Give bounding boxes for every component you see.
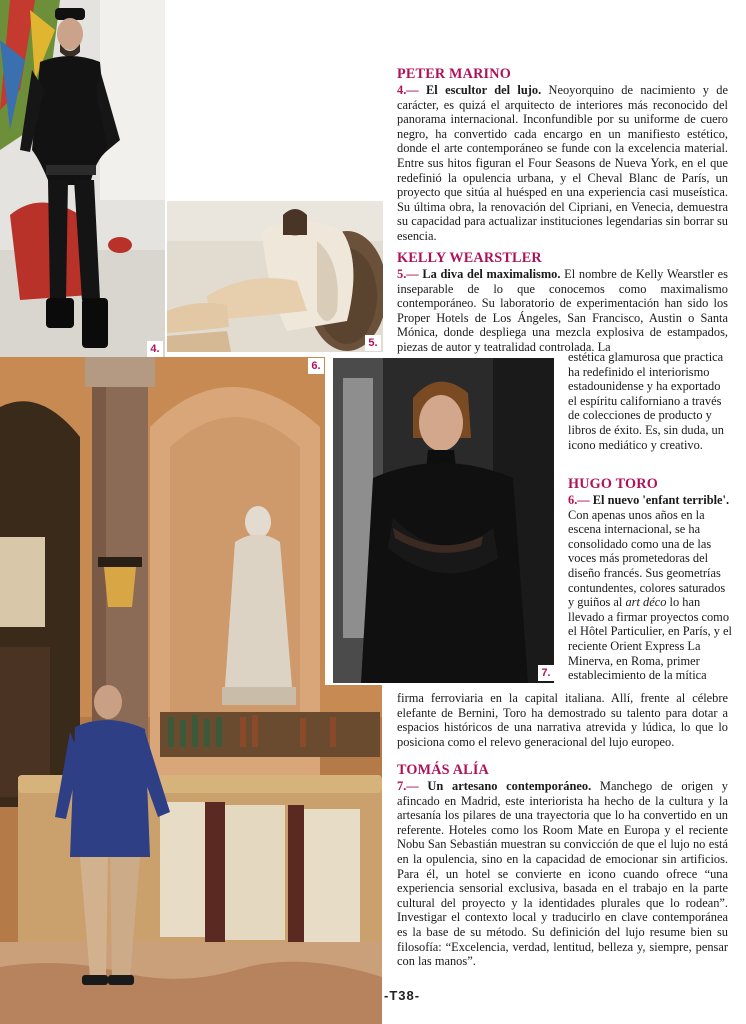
article-body: Manchego de origen y afincado en Madrid, este interiorista ha hecho de la cultura y la artesanía los pilares de una trayectoria que lo ha convertido en un referente. Hoteles como los Room Mate en Europa y el reciente Nobu San Sebastián muestran su convicción de que el lujo no está en la opulencia, sino en la capacidad de emocionar sin artificios. Para él, un hotel se convierte en icono cuando ofrece “una experiencia sensorial exclusiva, basada en el trabajo en la parte cultural del proyecto y la identidades plurales que lo rodean”. Investigar el contexto local y traducirlo en clave contemporánea es la base de su método. Su definición del lujo resume bien su filosofía: “Excelencia, verdad, lentitud, belleza y, siempre, pensar con las manos”.	[397, 779, 729, 969]
article-lead	[397, 779, 591, 793]
designer-name: TOMÁS ALÍA	[397, 762, 490, 778]
kelly-wearstler-illustration	[167, 201, 383, 352]
article-body: Con apenas unos años en la escena internacional, se ha consolidado como una de las voces más prometedoras del diseño francés. Sus geometrías contundentes, colores saturados y guiños al	[568, 507, 726, 610]
article-body: Neoyorquino de nacimiento y de carácter, es quizá el arquitecto de interiores más reconocido del panorama internacional. Inconfundible por su uniforme de cuero negro, ha convertido cada encargo en un manifiesto estético, donde el arte contemporáneo se funde con la excelencia material. Entre sus hitos figuran el Four Seasons de Nueva York, en el que redefinió la opulencia urbana, y el Cheval Blanc de París, un proyecto que sitúa al huésped en una experiencia casi museística. Su última obra, la renovación del Cipriani, en Venecia, demuestra su capacidad para actualizar instituciones legendarias sin borrar su esencia.	[397, 83, 728, 243]
page-number: -T38-	[384, 988, 421, 1003]
article-tomas-alia	[397, 762, 728, 969]
article-peter-marino	[397, 66, 728, 244]
article-lead	[397, 83, 541, 97]
article-heading: La diva del maximalismo.	[418, 267, 561, 281]
article-heading: El nuevo 'enfant terrible'.	[589, 493, 730, 507]
photo-kelly-wearstler	[167, 201, 383, 352]
article-body: El nombre de Kelly Wearstler es inseparable de lo que conocemos como maximalismo contemporáneo. Su laboratorio de experimentación han sido los Proper Hotels de Los Ángeles, San Francisco, Austin o Santa Mónica, donde despliega una mezcla explosiva de estampados, piezas de autor y teatralidad controlada. La	[397, 267, 728, 354]
photo-number-5: 5.	[365, 335, 381, 351]
article-hugo-toro	[568, 476, 732, 683]
article-body-continued: firma ferroviaria en la capital italiana. Allí, frente al célebre elefante de Bernini, Toro ha demostrado su talento para dotar a espacios históricos de una narrativa atrevida y lúdica, lo que lo posiciona como el relevo generacional del lujo europeo.	[397, 691, 728, 749]
article-heading: El escultor del lujo.	[418, 83, 542, 97]
article-kelly-wearstler-continued	[568, 350, 728, 452]
photo-number-4: 4.	[147, 341, 163, 357]
tomas-alia-illustration	[333, 358, 554, 683]
designer-name: HUGO TORO	[568, 476, 658, 492]
article-kelly-wearstler	[397, 250, 728, 355]
photo-tomas-alia	[325, 352, 556, 685]
article-body-italic: art déco	[625, 595, 667, 610]
article-lead	[568, 493, 729, 507]
designer-name: KELLY WEARSTLER	[397, 250, 542, 266]
article-number: 4.—	[397, 83, 419, 97]
photo-number-6: 6.	[308, 358, 324, 374]
article-number: 7.—	[397, 779, 419, 793]
photo-peter-marino	[0, 0, 165, 357]
article-hugo-toro-continued	[397, 691, 728, 749]
article-body-continued: estética glamurosa que practica ha redefinido el interiorismo estadounidense y ha exportado el espíritu californiano a través de colecciones de producto y libros de éxito. Es, sin duda, un icono mediático y creativo.	[568, 350, 724, 452]
article-number: 5.—	[397, 267, 419, 281]
article-heading: Un artesano contemporáneo.	[418, 779, 592, 793]
photo-number-7: 7.	[538, 665, 554, 681]
article-lead	[397, 267, 560, 281]
designer-name: PETER MARINO	[397, 66, 511, 82]
article-number: 6.—	[568, 493, 590, 507]
peter-marino-illustration	[0, 0, 165, 357]
article-body-2: lo han llevado a firmar proyectos como el Hôtel Particulier, en París, y el reciente Orient Express La Minerva, en Roma, primer establecimiento de la mítica	[568, 595, 732, 683]
